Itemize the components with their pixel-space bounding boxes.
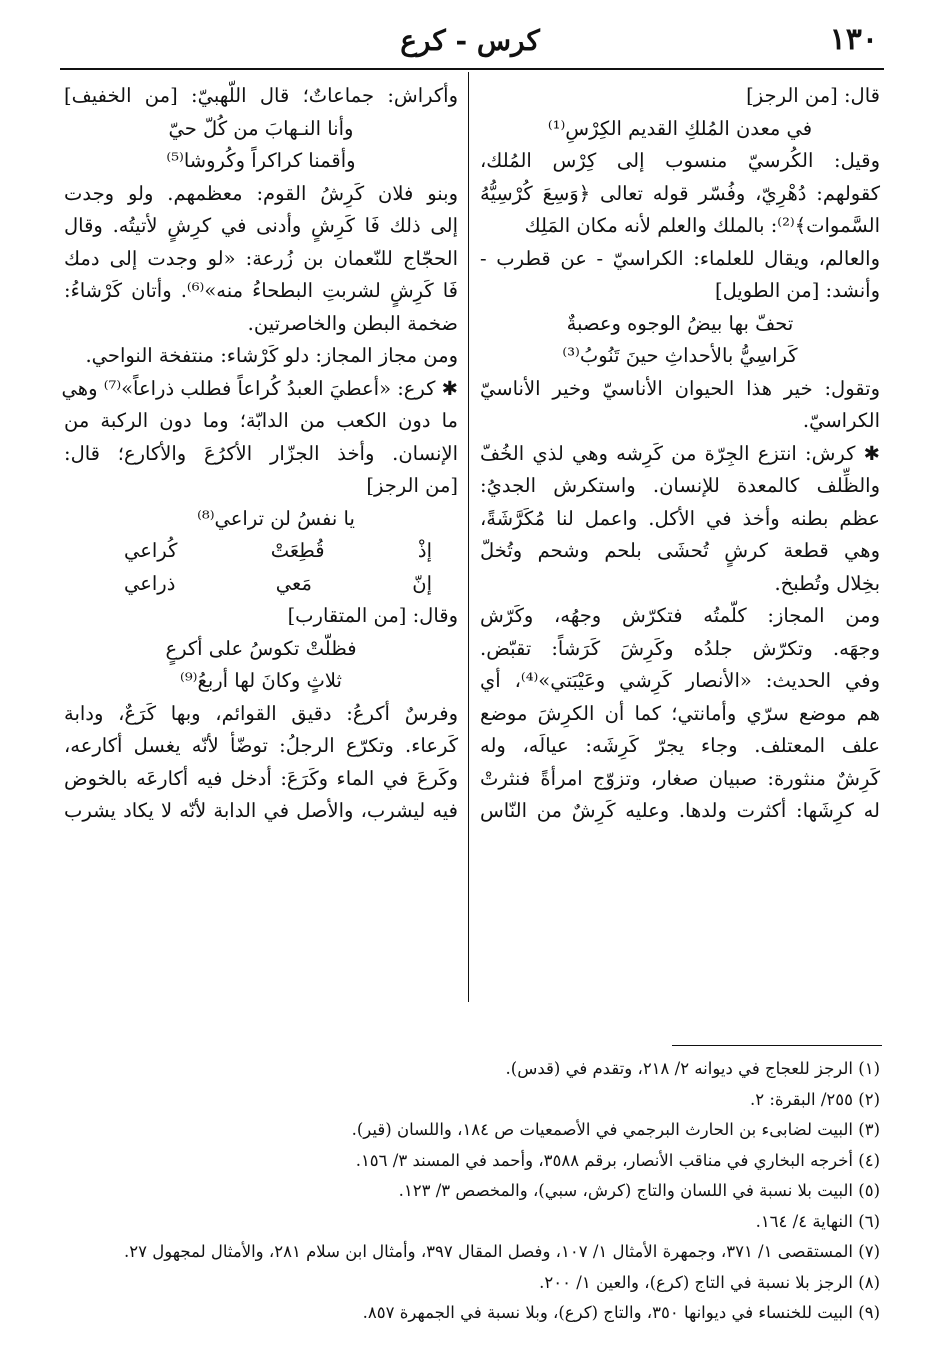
footnote: (٣) البيت لضابىء بن الحارث البرجمي في الأصمعيات ص ١٨٤، واللسان (قير). [351,1120,880,1139]
verse-line [64,568,458,601]
text-line: وأنا النـهابَ من كُلّ حيّ [168,116,354,140]
text-line: قال: [من الرجز] [746,84,880,107]
text-line: تحفّ بها بيضُ الوجوه وعصبةٌ [566,311,794,335]
text-line: الحجّاج للنّعمان بن زُرعة: «لو وجدت إلى دمك [64,246,458,270]
text-line: فَا كَرِشٍ لشربتِ البطحاءُ منه»⁽⁶⁾. وأتان كَرْشاءُ: [64,279,458,302]
verse-segment: إنّ [412,571,432,595]
text-line: ضخمة البطن والخاصرتين. [247,311,458,335]
page-running-title: كرس - كرع [400,24,540,57]
text-line: الإنسان. وأخذ الجزّار الأكرُعَ والأكارع؛ قال: [64,441,458,465]
text-line: ✱ كرش: انتزع الجِرّة من كَرِشه وهي لذي الخُفّ [480,441,880,465]
text-line: السَّموات﴾⁽²⁾: بالملك والعلم لأنه مكان المَلِك [524,214,880,237]
page-number: ١٣٠ [829,22,878,57]
text-line: وأنشد: [من الطويل] [715,279,880,302]
footnote: (٥) البيت بلا نسبة في اللسان والتاج (كرش، سبي)، والمخصص ٣/ ١٢٣. [398,1181,880,1200]
right-column [480,80,880,828]
text-line: وتقول: خير هذا الحيوان الأناسيّ وخير الأناسيّ [480,376,880,400]
verse-segment: ذراعي [124,571,176,595]
text-line: ثلاثٍ وكانَ لها أربعُ⁽⁹⁾ [180,669,342,692]
footnote: (٤) أخرجه البخاري في مناقب الأنصار، برقم ٣٥٨٨، وأحمد في المسند ٣/ ١٥٦. [355,1150,880,1170]
verse-segment: قُطِعَتْ [270,539,325,562]
text-line: علف المعتلف. وجاء يجرّ كَرِشَه: عيالَه، وله [480,734,880,757]
text-line: ومن مجاز المجاز: دلو كَرْشاء: منتفخة النواحي. [85,344,458,367]
verse-line [64,535,458,568]
text-line: في معدن المُلكِ القديم الكِرْسِ⁽¹⁾ [547,116,813,140]
text-line: عظم بطنه وأخذ في الأكل. واعمل لنا مُكَرَّشَةً، [480,506,880,530]
text-line: وقيل: الكُرسيّ منسوب إلى كِرْس المُلك، [480,149,880,172]
verse-segment: إذْ [417,539,432,562]
text-line: هم موضع سرّي وأمانتي؛ كما أن الكرِشَ موضع [480,701,880,725]
text-line: له كرِشَها: أكثرت ولدها. وعليه كَرِشٌ من النّاس [480,799,880,822]
verse-segment: مَعي [275,571,312,595]
text-line: وفرسٌ أكرعُ: دقيق القوائم، وبها كَرَعٌ، ودابة [64,701,458,725]
text-line: كقولهم: دُهْرِيّ، وفُسّر قوله تعالى ﴿وَسِعَ كُرْسِيُّهُ [480,181,880,205]
verse-segment: يا نفسُ لن تراعي⁽⁸⁾ [197,506,355,530]
text-line: [من الرجز] [366,474,458,497]
text-line: وأقمنا كراكراً وكُروشا⁽⁵⁾ [166,149,356,172]
text-line: والظِّلف كالمعدة للإنسان. واستكرش الجديُ: [480,474,880,497]
text-line: والعالم، ويقال للعلماء: الكراسيّ - عن قطرب - [480,246,880,270]
header-rule [60,68,884,70]
text-line: وجهَه. وتكرّش جلدُه وكَرِشَ كَرَشاً: تقبّض. [480,636,880,660]
verse-line [64,503,458,536]
text-line: ✱ كرع: «أعطيَ العبدُ كُراعاً فطلب ذراعاً»⁽⁷⁾ وهي [61,376,458,400]
footnote: (١) الرجز للعجاج في ديوانه ٢/ ٢١٨، وتقدم في (قدس). [505,1059,880,1078]
text-line: كَرعاء. وتكرّع الرجلُ: توضّأ لأنّه يغسل أكارعه، [64,734,458,757]
footnote: (٦) النهاية ٤/ ١٦٤. [755,1211,880,1231]
column-divider [468,72,469,1002]
text-line: وبنو فلان كَرِشُ القوم: معظمهم. ولو وجدت [64,181,458,205]
text-line: ومن المجاز: كلّمتُه فتكرّش وجهُه، وكَرّش [480,604,880,627]
text-line: ما دون الكعب من الدابّة؛ وما دون الركبة من [64,409,458,432]
footnote: (٩) البيت للخنساء في ديوانها ٣٥٠، والتاج (كرع)، وبلا نسبة في الجمهرة ٨٥٧. [362,1303,880,1322]
text-line: فظلّتْ تكوسُ على أكرعٍ [165,636,357,660]
text-line: وكَرعَ في الماء وكَرَعَ: أدخل فيه أكارعَه بالخوض [64,766,458,790]
text-line: وفي الحديث: «الأنصار كَرِشي وعَيْبَتي»⁽⁴⁾، أي [480,669,880,692]
text-line: وأكراش: جماعاتٌ؛ قال اللّهبيّ: [من الخفيف] [64,84,458,107]
footnote: (٢) ٢٥٥/ البقرة: ٢. [749,1089,880,1109]
left-column [61,80,458,828]
text-line: الكراسيّ. [802,409,880,432]
text-line: كَرِشٌ منثورة: صبيان صغار، وتزوّج امرأةً فنثرتْ [480,766,880,790]
text-line: فيه ليشرب، والأصل في الدابة لأنّه لا يكاد يشرب [64,799,458,822]
footnotes [40,1054,880,1329]
text-line: بخِلال وتُطبخ. [774,571,880,595]
text-line: إلى ذلك فَا كَرِشٍ وأدنى في كرِشٍ لأتيتُه. وقال [64,214,458,237]
footnote: (٧) المستقصى ١/ ٣٧١، وجمهرة الأمثال ١/ ١٠٧، وفصل المقال ٣٩٧، وأمثال ابن سلام ٢٨١، والأمثال لمجهول ٢٧. [124,1242,880,1261]
text-line: وقال: [من المتقارب] [287,604,458,627]
text-line: كَراسِيُّ بالأحداثِ حينَ تَنُوبُ⁽³⁾ [562,344,798,367]
footnote: (٨) الرجز بلا نسبة في التاج (كرع)، والعين ١/ ٢٠٠. [539,1272,880,1292]
footnote-rule [672,1045,882,1046]
text-line: وهي قطعة كرشٍ تُحشَى بلحم وشحم وتُخلّ [480,539,880,562]
verse-segment: كُراعي [124,539,178,562]
